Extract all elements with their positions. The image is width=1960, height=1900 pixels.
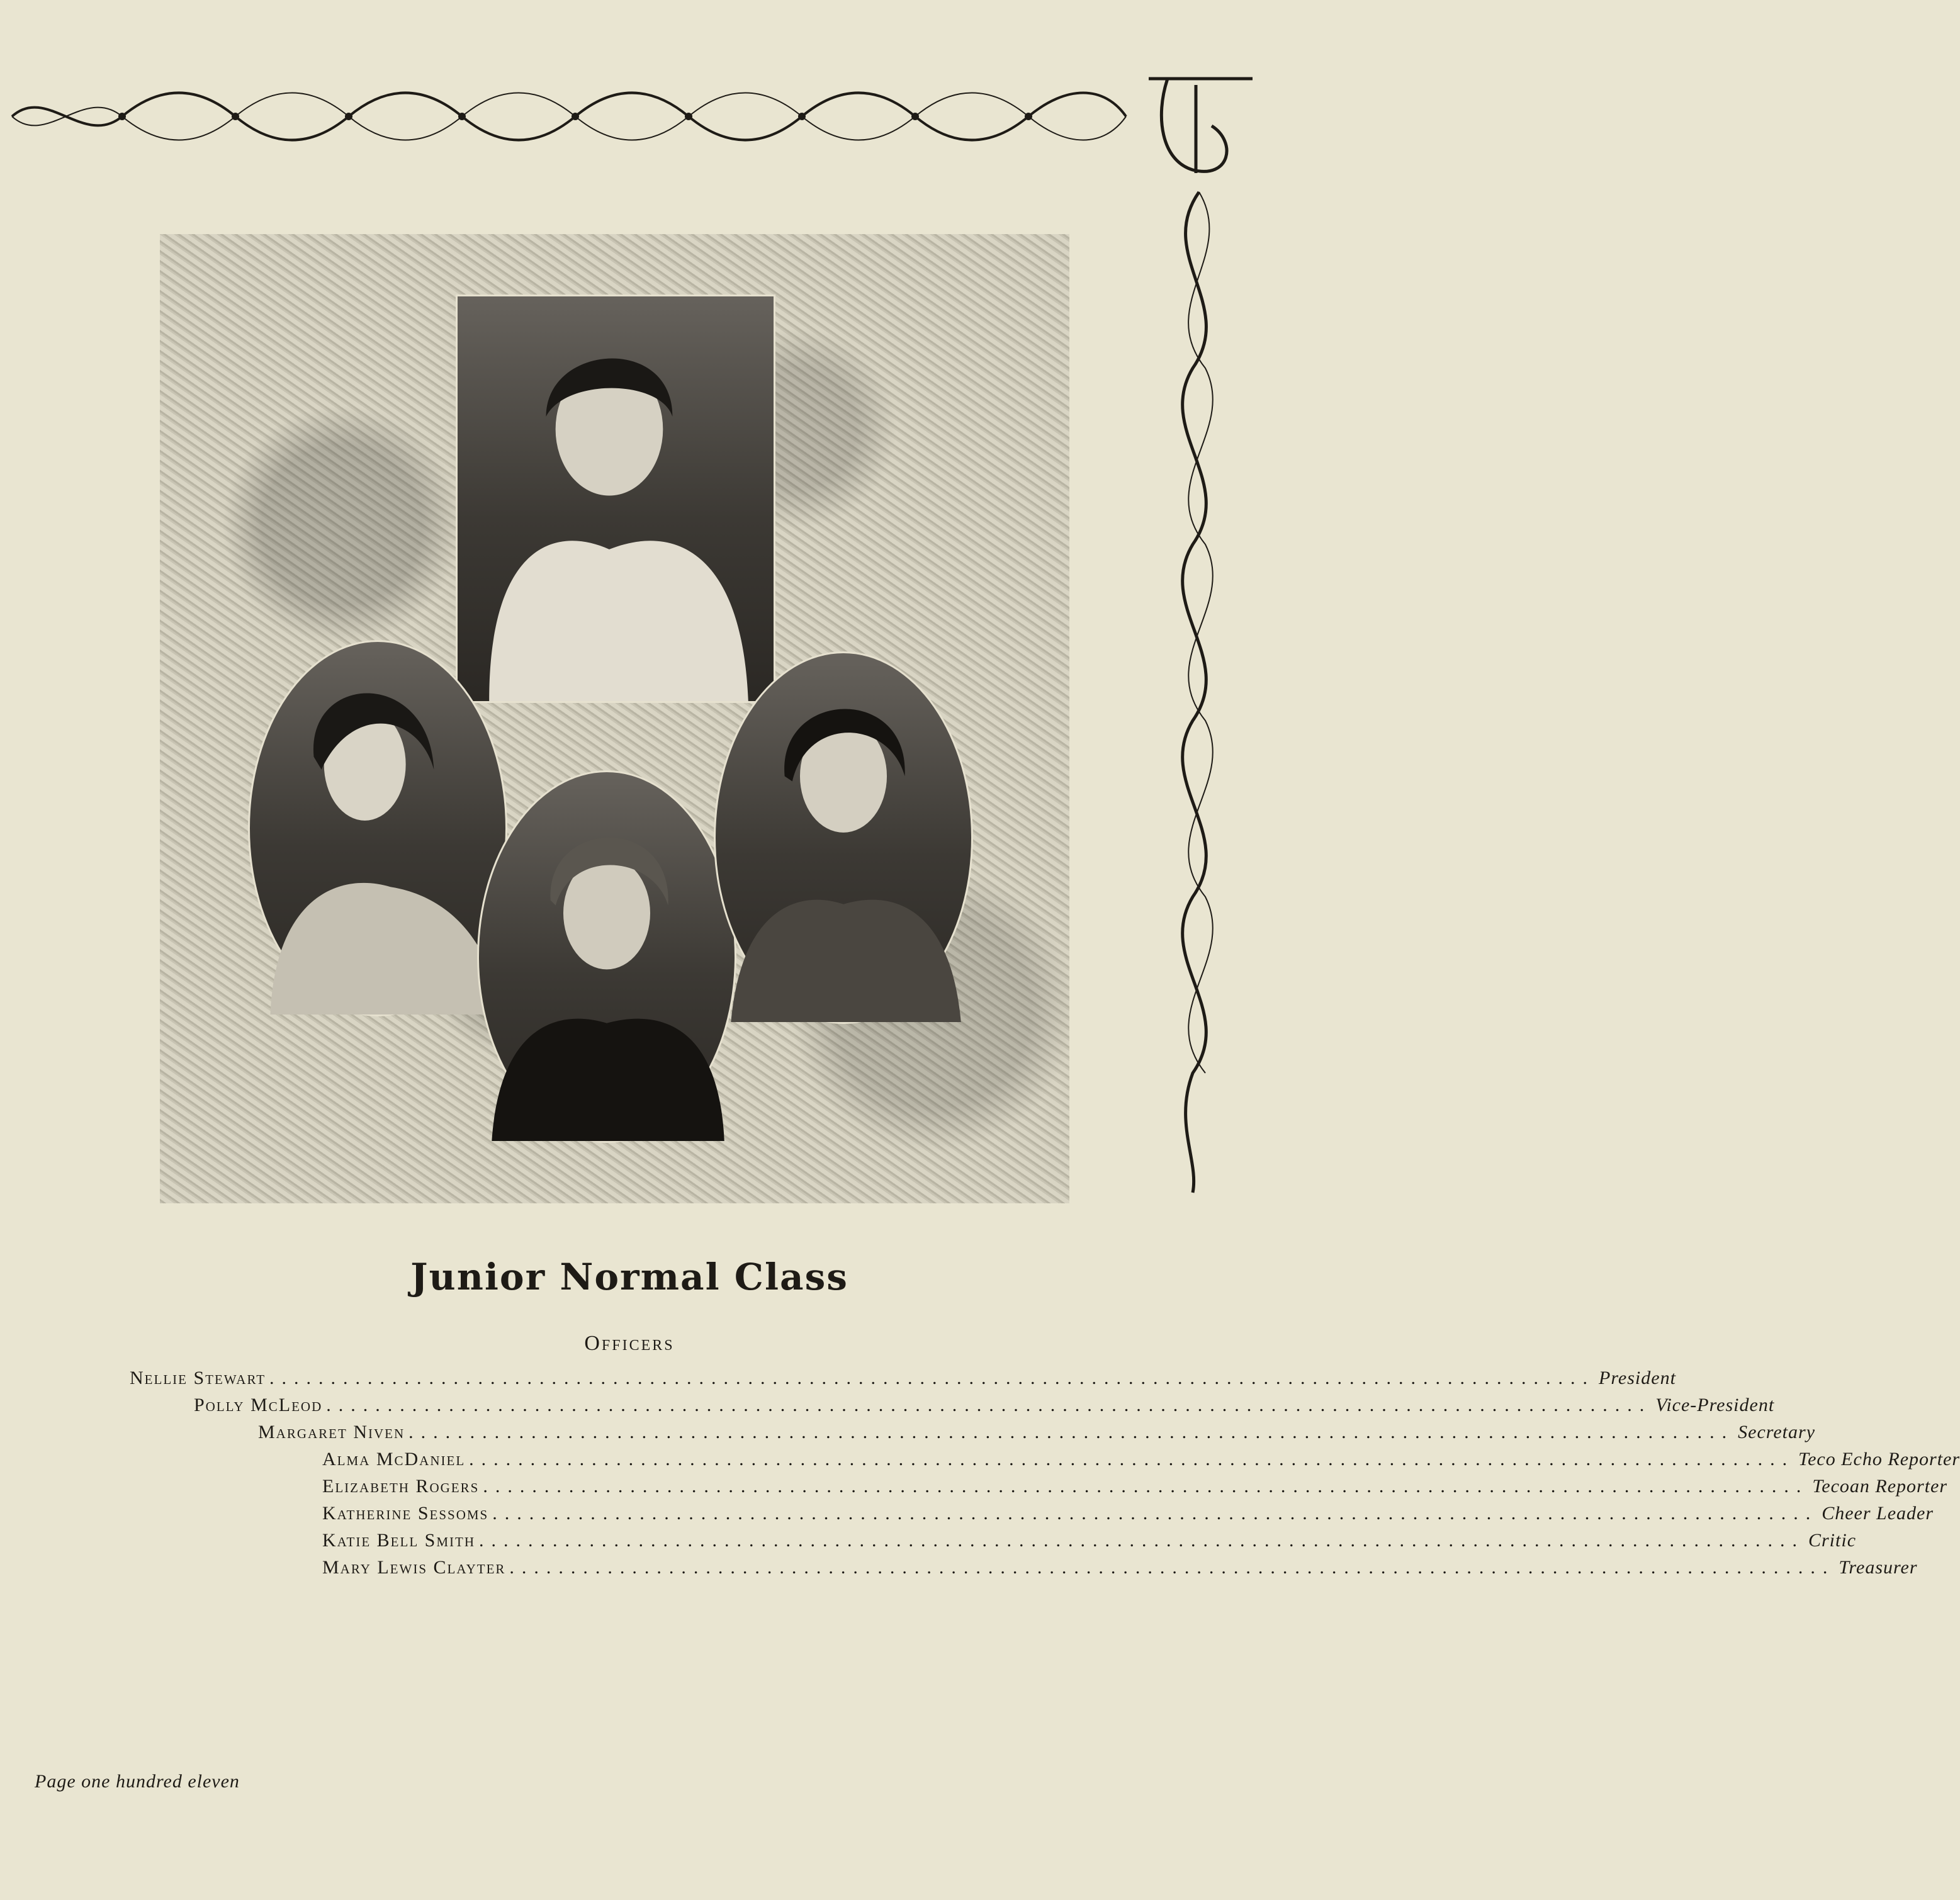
officer-name: Margaret Niven <box>258 1422 405 1442</box>
dot-leader: ............................................................................................................ <box>483 1476 1809 1497</box>
officer-role: Tecoan Reporter <box>1812 1476 1948 1497</box>
decorative-initial-t-ornament <box>1142 66 1256 1199</box>
officers-heading: Officers <box>584 1332 675 1355</box>
officer-role: Treasurer <box>1839 1557 1918 1578</box>
officer-name: Polly McLeod <box>194 1395 323 1415</box>
officer-row <box>322 1501 1934 1526</box>
dot-leader: ............................................................................................................ <box>408 1422 1735 1442</box>
officer-row <box>322 1555 1918 1580</box>
dot-leader: ............................................................................................................ <box>269 1368 1596 1388</box>
officer-row <box>322 1447 1960 1472</box>
officer-role: Vice-President <box>1655 1395 1775 1415</box>
officer-row <box>130 1366 1676 1391</box>
officer-name: Alma McDaniel <box>322 1449 466 1470</box>
officer-name: Katherine Sessoms <box>322 1503 489 1524</box>
portrait-photo-left <box>248 640 507 1016</box>
portrait-photo-right <box>714 651 973 1024</box>
officer-row <box>194 1393 1775 1418</box>
dot-leader: ............................................................................................................ <box>479 1530 1805 1551</box>
dot-leader: ............................................................................................................ <box>326 1395 1652 1415</box>
officer-role: Cheer Leader <box>1822 1503 1934 1524</box>
page-number-footer: Page one hundred eleven <box>35 1771 240 1792</box>
officer-name: Nellie Stewart <box>130 1368 266 1388</box>
officer-role: President <box>1599 1368 1676 1388</box>
officer-row <box>322 1528 1857 1553</box>
officer-row <box>322 1474 1948 1499</box>
officer-role: Teco Echo Reporter <box>1798 1449 1960 1470</box>
officer-role: Critic <box>1808 1530 1857 1551</box>
dot-leader: ............................................................................................................ <box>509 1557 1835 1578</box>
decorative-top-border <box>9 85 1129 148</box>
officer-row <box>258 1420 1816 1445</box>
officer-name: Katie Bell Smith <box>322 1530 475 1551</box>
dot-leader: ............................................................................................................ <box>469 1449 1795 1470</box>
dot-leader: ............................................................................................................ <box>492 1503 1818 1524</box>
officer-name: Elizabeth Rogers <box>322 1476 480 1497</box>
page-title: Junior Normal Class <box>410 1256 848 1298</box>
officer-role: Secretary <box>1738 1422 1816 1442</box>
officer-name: Mary Lewis Clayter <box>322 1557 506 1578</box>
portrait-photo-middle <box>477 770 736 1143</box>
